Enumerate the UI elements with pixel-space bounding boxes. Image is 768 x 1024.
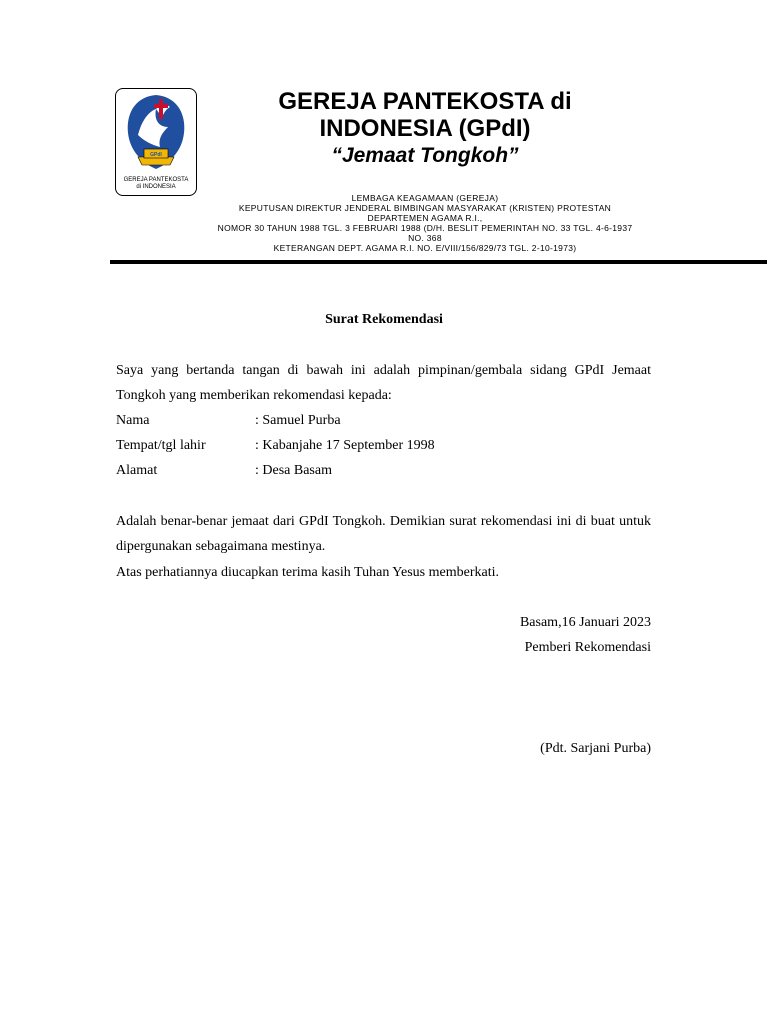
body-paragraph: Adalah benar-benar jemaat dari GPdI Tongkoh. Demikian surat rekomendasi ini di buat untuk dipergunakan sebagaimana mestinya. [116, 514, 651, 554]
church-name-line1: GEREJA PANTEKOSTA di [278, 88, 572, 115]
place-date: Basam,16 Januari 2023 [519, 615, 651, 630]
svg-text:GPdI: GPdI [150, 152, 162, 158]
subheading-line: KEPUTUSAN DIREKTUR JENDERAL BIMBINGAN MASYARAKAT (KRISTEN) PROTESTAN [238, 203, 612, 213]
subheading-line: DEPARTEMEN AGAMA R.I., [367, 213, 483, 223]
subheading-line: NO. 368 [408, 233, 442, 243]
header-divider [110, 260, 767, 264]
church-logo [115, 88, 197, 196]
field-value-nama: : Samuel Purba [255, 413, 341, 428]
legal-subheading [195, 193, 655, 253]
subheading-line: NOMOR 30 TAHUN 1988 TGL. 3 FEBRUARI 1988 (D/H. BESLIT PEMERINTAH NO. 33 TGL. 4-6-1937 [217, 223, 633, 233]
church-name-line2: INDONESIA (GPdI) [319, 115, 531, 142]
congregation-name: “Jemaat Tongkoh” [331, 144, 519, 167]
dove-logo-icon [116, 89, 196, 173]
subheading-line: KETERANGAN DEPT. AGAMA R.I. NO. E/VIII/156/829/73 TGL. 2-10-1973) [273, 243, 577, 253]
field-label-alamat: Alamat [116, 463, 158, 478]
field-value-tempat-tgl-lahir: : Kabanjahe 17 September 1998 [255, 438, 435, 453]
letter-title: Surat Rekomendasi [325, 312, 443, 327]
intro-paragraph: Saya yang bertanda tangan di bawah ini adalah pimpinan/gembala sidang GPdI Jemaat Tongkoh yang memberikan rekomendasi kepada: [116, 363, 651, 403]
signer-name: (Pdt. Sarjani Purba) [540, 741, 651, 756]
field-value-alamat: : Desa Basam [255, 463, 332, 478]
logo-caption-line2: di INDONESIA [136, 184, 176, 190]
field-label-nama: Nama [116, 413, 150, 428]
closing-line: Atas perhatiannya diucapkan terima kasih Tuhan Yesus memberkati. [116, 565, 499, 580]
signer-role: Pemberi Rekomendasi [524, 640, 651, 655]
logo-caption-line1: GEREJA PANTEKOSTA [123, 177, 189, 183]
field-label-tempat-tgl-lahir: Tempat/tgl lahir [116, 438, 206, 453]
subheading-line: LEMBAGA KEAGAMAAN (GEREJA) [351, 193, 499, 203]
